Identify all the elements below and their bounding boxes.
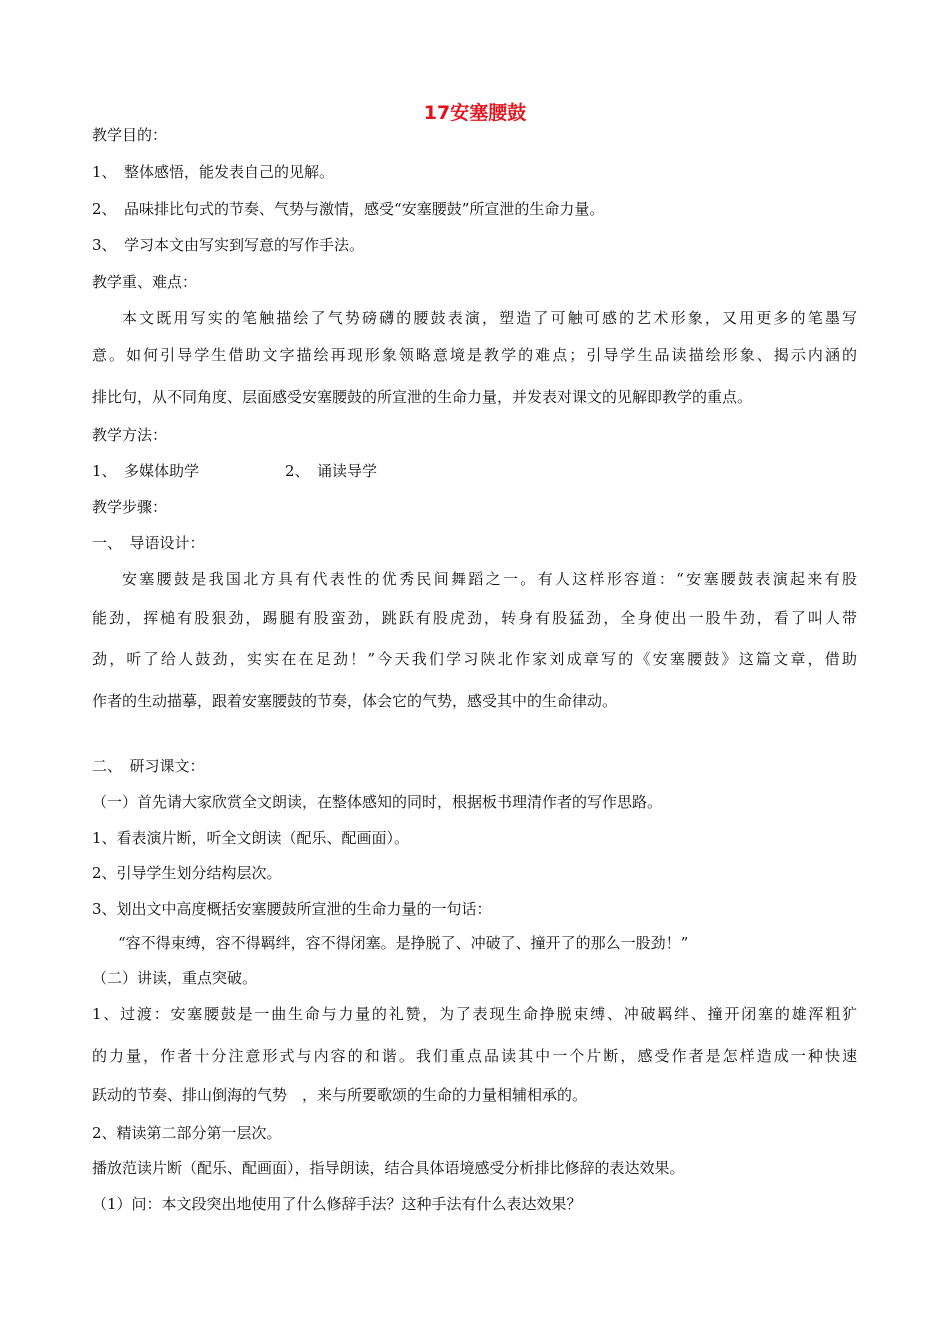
method-item-2: 2、 诵读导学	[285, 462, 378, 480]
key-points-line-1: 本文既用写实的笔触描绘了气势磅礴的腰鼓表演，塑造了可触可感的艺术形象，又用更多的笔墨写	[122, 309, 857, 327]
objective-item-1: 1、 整体感悟，能发表自己的见解。	[92, 163, 335, 181]
transition-line-3: 跃动的节奏、排山倒海的气势 ，来与所要歌颂的生命的力量相辅相承的。	[92, 1086, 588, 1104]
study-heading: 二、 研习课文：	[92, 757, 205, 775]
part-one-heading: （一）首先请大家欣赏全文朗读，在整体感知的同时，根据板书理清作者的写作思路。	[92, 793, 663, 811]
objectives-heading: 教学目的：	[92, 126, 168, 144]
intro-heading: 一、 导语设计：	[92, 534, 205, 552]
part-one-item-1: 1、看表演片断，听全文朗读（配乐、配画面）。	[92, 829, 410, 847]
steps-heading: 教学步骤：	[92, 498, 168, 516]
part-two-heading: （二）讲读，重点突破。	[92, 969, 258, 987]
key-points-heading: 教学重、难点：	[92, 273, 198, 291]
intro-line-3: 劲，听了给人鼓劲，实实在在足劲！”今天我们学习陕北作家刘成章写的《安塞腰鼓》这篇文章，借助	[92, 650, 857, 668]
objective-item-3: 3、 学习本文由写实到写意的写作手法。	[92, 236, 365, 254]
play-instruction: 播放范读片断（配乐、配画面），指导朗读，结合具体语境感受分析排比修辞的表达效果。	[92, 1159, 685, 1177]
transition-line-1: 1、过渡：安塞腰鼓是一曲生命与力量的礼赞，为了表现生命挣脱束缚、冲破羁绊、撞开闭塞的雄浑粗犷	[92, 1005, 857, 1023]
method-item-1: 1、 多媒体助学	[92, 462, 200, 480]
part-one-item-3: 3、划出文中高度概括安塞腰鼓所宣泄的生命力量的一句话：	[92, 900, 492, 918]
methods-heading: 教学方法：	[92, 426, 168, 444]
part-one-item-2: 2、引导学生划分结构层次。	[92, 864, 282, 882]
key-quote: “容不得束缚，容不得羁绊，容不得闭塞。是挣脱了、冲破了、撞开了的那么一股劲！”	[118, 934, 689, 952]
question-1: （1）问：本文段突出地使用了什么修辞手法？这种手法有什么表达效果？	[92, 1195, 582, 1213]
key-points-line-3: 排比句，从不同角度、层面感受安塞腰鼓的所宣泄的生命力量，并发表对课文的见解即教学的重点。	[92, 388, 753, 406]
intro-line-4: 作者的生动描摹，跟着安塞腰鼓的节奏，体会它的气势，感受其中的生命律动。	[92, 692, 618, 710]
document-title: 17安塞腰鼓	[423, 102, 527, 124]
part-two-item-2: 2、精读第二部分第一层次。	[92, 1124, 282, 1142]
key-points-line-2: 意。如何引导学生借助文字描绘再现形象领略意境是教学的难点；引导学生品读描绘形象、揭示内涵的	[92, 346, 857, 364]
objective-item-2: 2、 品味排比句式的节奏、气势与激情，感受“安塞腰鼓”所宣泄的生命力量。	[92, 200, 605, 218]
intro-line-1: 安塞腰鼓是我国北方具有代表性的优秀民间舞蹈之一。有人这样形容道：“安塞腰鼓表演起来有股	[122, 570, 857, 588]
intro-line-2: 能劲，挥槌有股狠劲，踢腿有股蛮劲，跳跃有股虎劲，转身有股猛劲，全身使出一股牛劲，看了叫人带	[92, 609, 857, 627]
transition-line-2: 的力量，作者十分注意形式与内容的和谐。我们重点品读其中一个片断，感受作者是怎样造成一种快速	[92, 1047, 857, 1065]
